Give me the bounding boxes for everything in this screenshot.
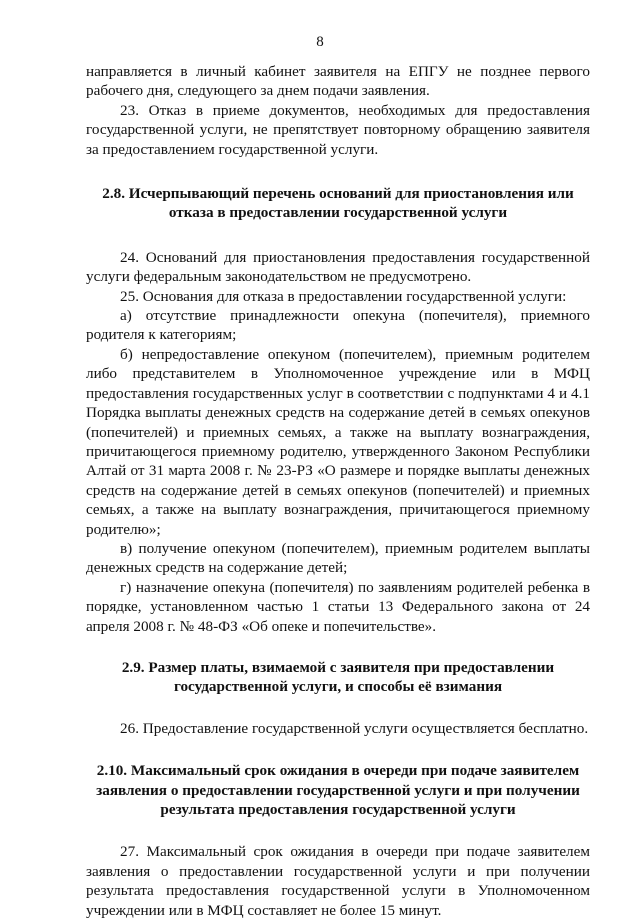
spacer [86, 223, 590, 248]
section-heading-2-8: 2.8. Исчерпывающий перечень оснований для приостановления или отказа в предоставлении государственной услуги [102, 185, 574, 222]
page-content [86, 62, 590, 920]
paragraph-24: 24. Оснований для приостановления предоставления государственной услуги федеральным законодательством не предусмотрено. [86, 248, 590, 286]
spacer [86, 697, 590, 719]
paragraph-25: 25. Основания для отказа в предоставлении государственной услуги: [120, 287, 567, 305]
paragraph-26: 26. Предоставление государственной услуги осуществляется бесплатно. [120, 719, 589, 737]
paragraph-25-g: г) назначение опекуна (попечителя) по заявлениям родителей ребенка в порядке, установленном частью 1 статьи 13 Федерального закона от 24 апреля 2008 г. № 48-ФЗ «Об опеке и попечительстве». [86, 578, 590, 635]
spacer [86, 159, 590, 184]
paragraph-25-b: б) непредоставление опекуном (попечителем), приемным родителем либо представителем в Уполномоченное учреждение или в МФЦ предоставления государственных услуг в соответствии с подпунктами 4 и 4.1 Порядка выплаты денежных средств на содержание детей в семьях опекунов (попечителей) и приемных семьях, а также на выплату вознаграждения, причитающегося приемному родителю, утвержденного Законом Республики Алтай от 31 марта 2008 г. № 23-РЗ «О размере и порядке выплаты денежных средств на содержание детей в семьях опекунов (попечителей) и приемных семьях, а также на выплату вознаграждения, причитающегося приемному родителю»; [86, 345, 590, 538]
spacer [86, 738, 590, 761]
paragraph-27: 27. Максимальный срок ожидания в очереди при подаче заявителем заявления о предоставлении государственной услуги и при получении результата предоставления государственной услуги в Уполномоченном учреждении или в МФЦ составляет не более 15 минут. [86, 843, 590, 919]
paragraph-23: 23. Отказ в приеме документов, необходимых для предоставления государственной услуги, не препятствует повторному обращению заявителя за предоставлением государственной услуги. [86, 101, 590, 158]
section-heading-2-10: 2.10. Максимальный срок ожидания в очереди при подаче заявителем заявления о предоставлении государственной услуги и при получении результата предоставления государственной услуги [96, 762, 580, 818]
paragraph-continuation: направляется в личный кабинет заявителя на ЕПГУ не позднее первого рабочего дня, следующего за днем подачи заявления. [86, 63, 590, 100]
spacer [86, 636, 590, 658]
section-heading-2-9: 2.9. Размер платы, взимаемой с заявителя при предоставлении государственной услуги, и способы её взимания [121, 658, 555, 696]
page-number: 8 [316, 34, 324, 50]
spacer [86, 819, 590, 842]
paragraph-25-v: в) получение опекуном (попечителем), приемным родителем выплаты денежных средств на содержание детей; [86, 539, 590, 577]
paragraph-25-a: а) отсутствие принадлежности опекуна (попечителя), приемного родителя к категориям; [86, 307, 590, 344]
